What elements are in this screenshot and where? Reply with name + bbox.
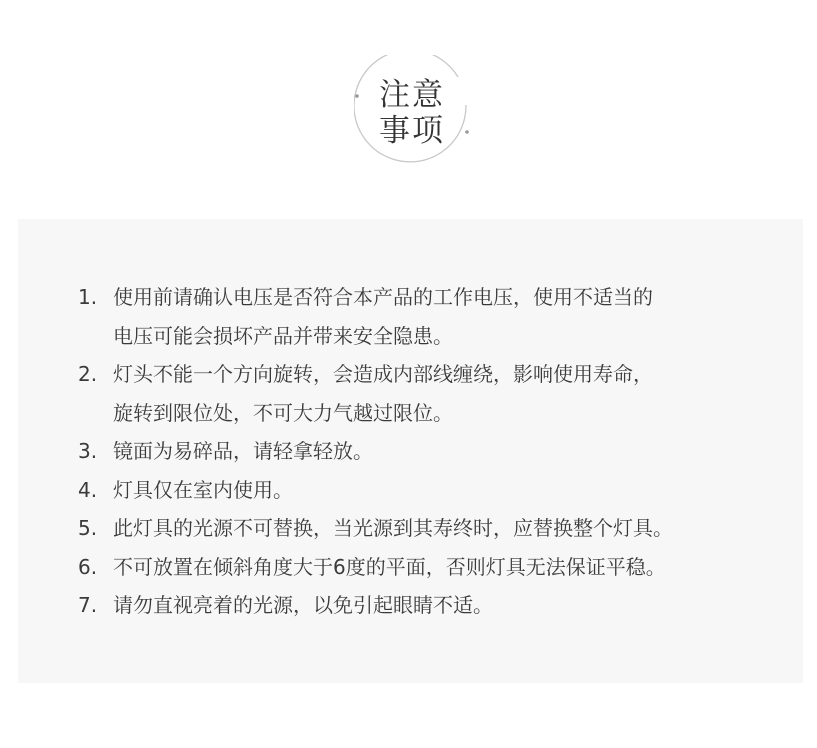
list-item-text: 旋转到限位处，不可大力气越过限位。	[113, 400, 453, 425]
page-title-line-1: 注意	[379, 77, 445, 113]
list-item	[78, 278, 778, 355]
list-item-text: 请勿直视亮着的光源，以免引起眼睛不适。	[113, 593, 493, 617]
list-item-number: 1.	[78, 285, 98, 309]
list-item	[78, 432, 778, 471]
list-item-text: 此灯具的光源不可替换，当光源到其寿终时，应替换整个灯具。	[113, 516, 673, 540]
list-item-number: 5.	[78, 516, 98, 540]
list-item-text: 使用前请确认电压是否符合本产品的工作电压，使用不适当的	[113, 285, 653, 309]
list-item-number: 4.	[78, 477, 98, 502]
notes-list	[78, 278, 778, 625]
list-item-text: 不可放置在倾斜角度大于6度的平面，否则灯具无法保证平稳。	[113, 554, 666, 579]
section-header-badge	[354, 55, 470, 173]
list-item-text: 灯头不能一个方向旋转，会造成内部线缠绕，影响使用寿命，	[113, 362, 653, 386]
list-item-text: 镜面为易碎品，请轻拿轻放。	[113, 439, 373, 463]
list-item	[78, 548, 778, 587]
list-item-number: 2.	[78, 362, 98, 386]
list-item	[78, 509, 778, 548]
list-item-number: 3.	[78, 439, 98, 463]
list-item-text: 电压可能会损坏产品并带来安全隐患。	[113, 323, 453, 348]
list-item	[78, 471, 778, 510]
list-item	[78, 586, 778, 625]
page-title	[354, 77, 470, 149]
page-title-line-2: 事项	[379, 113, 445, 149]
list-item-text: 灯具仅在室内使用。	[113, 477, 293, 502]
list-item-number: 6.	[78, 554, 98, 579]
list-item-number: 7.	[78, 593, 98, 617]
list-item	[78, 355, 778, 432]
